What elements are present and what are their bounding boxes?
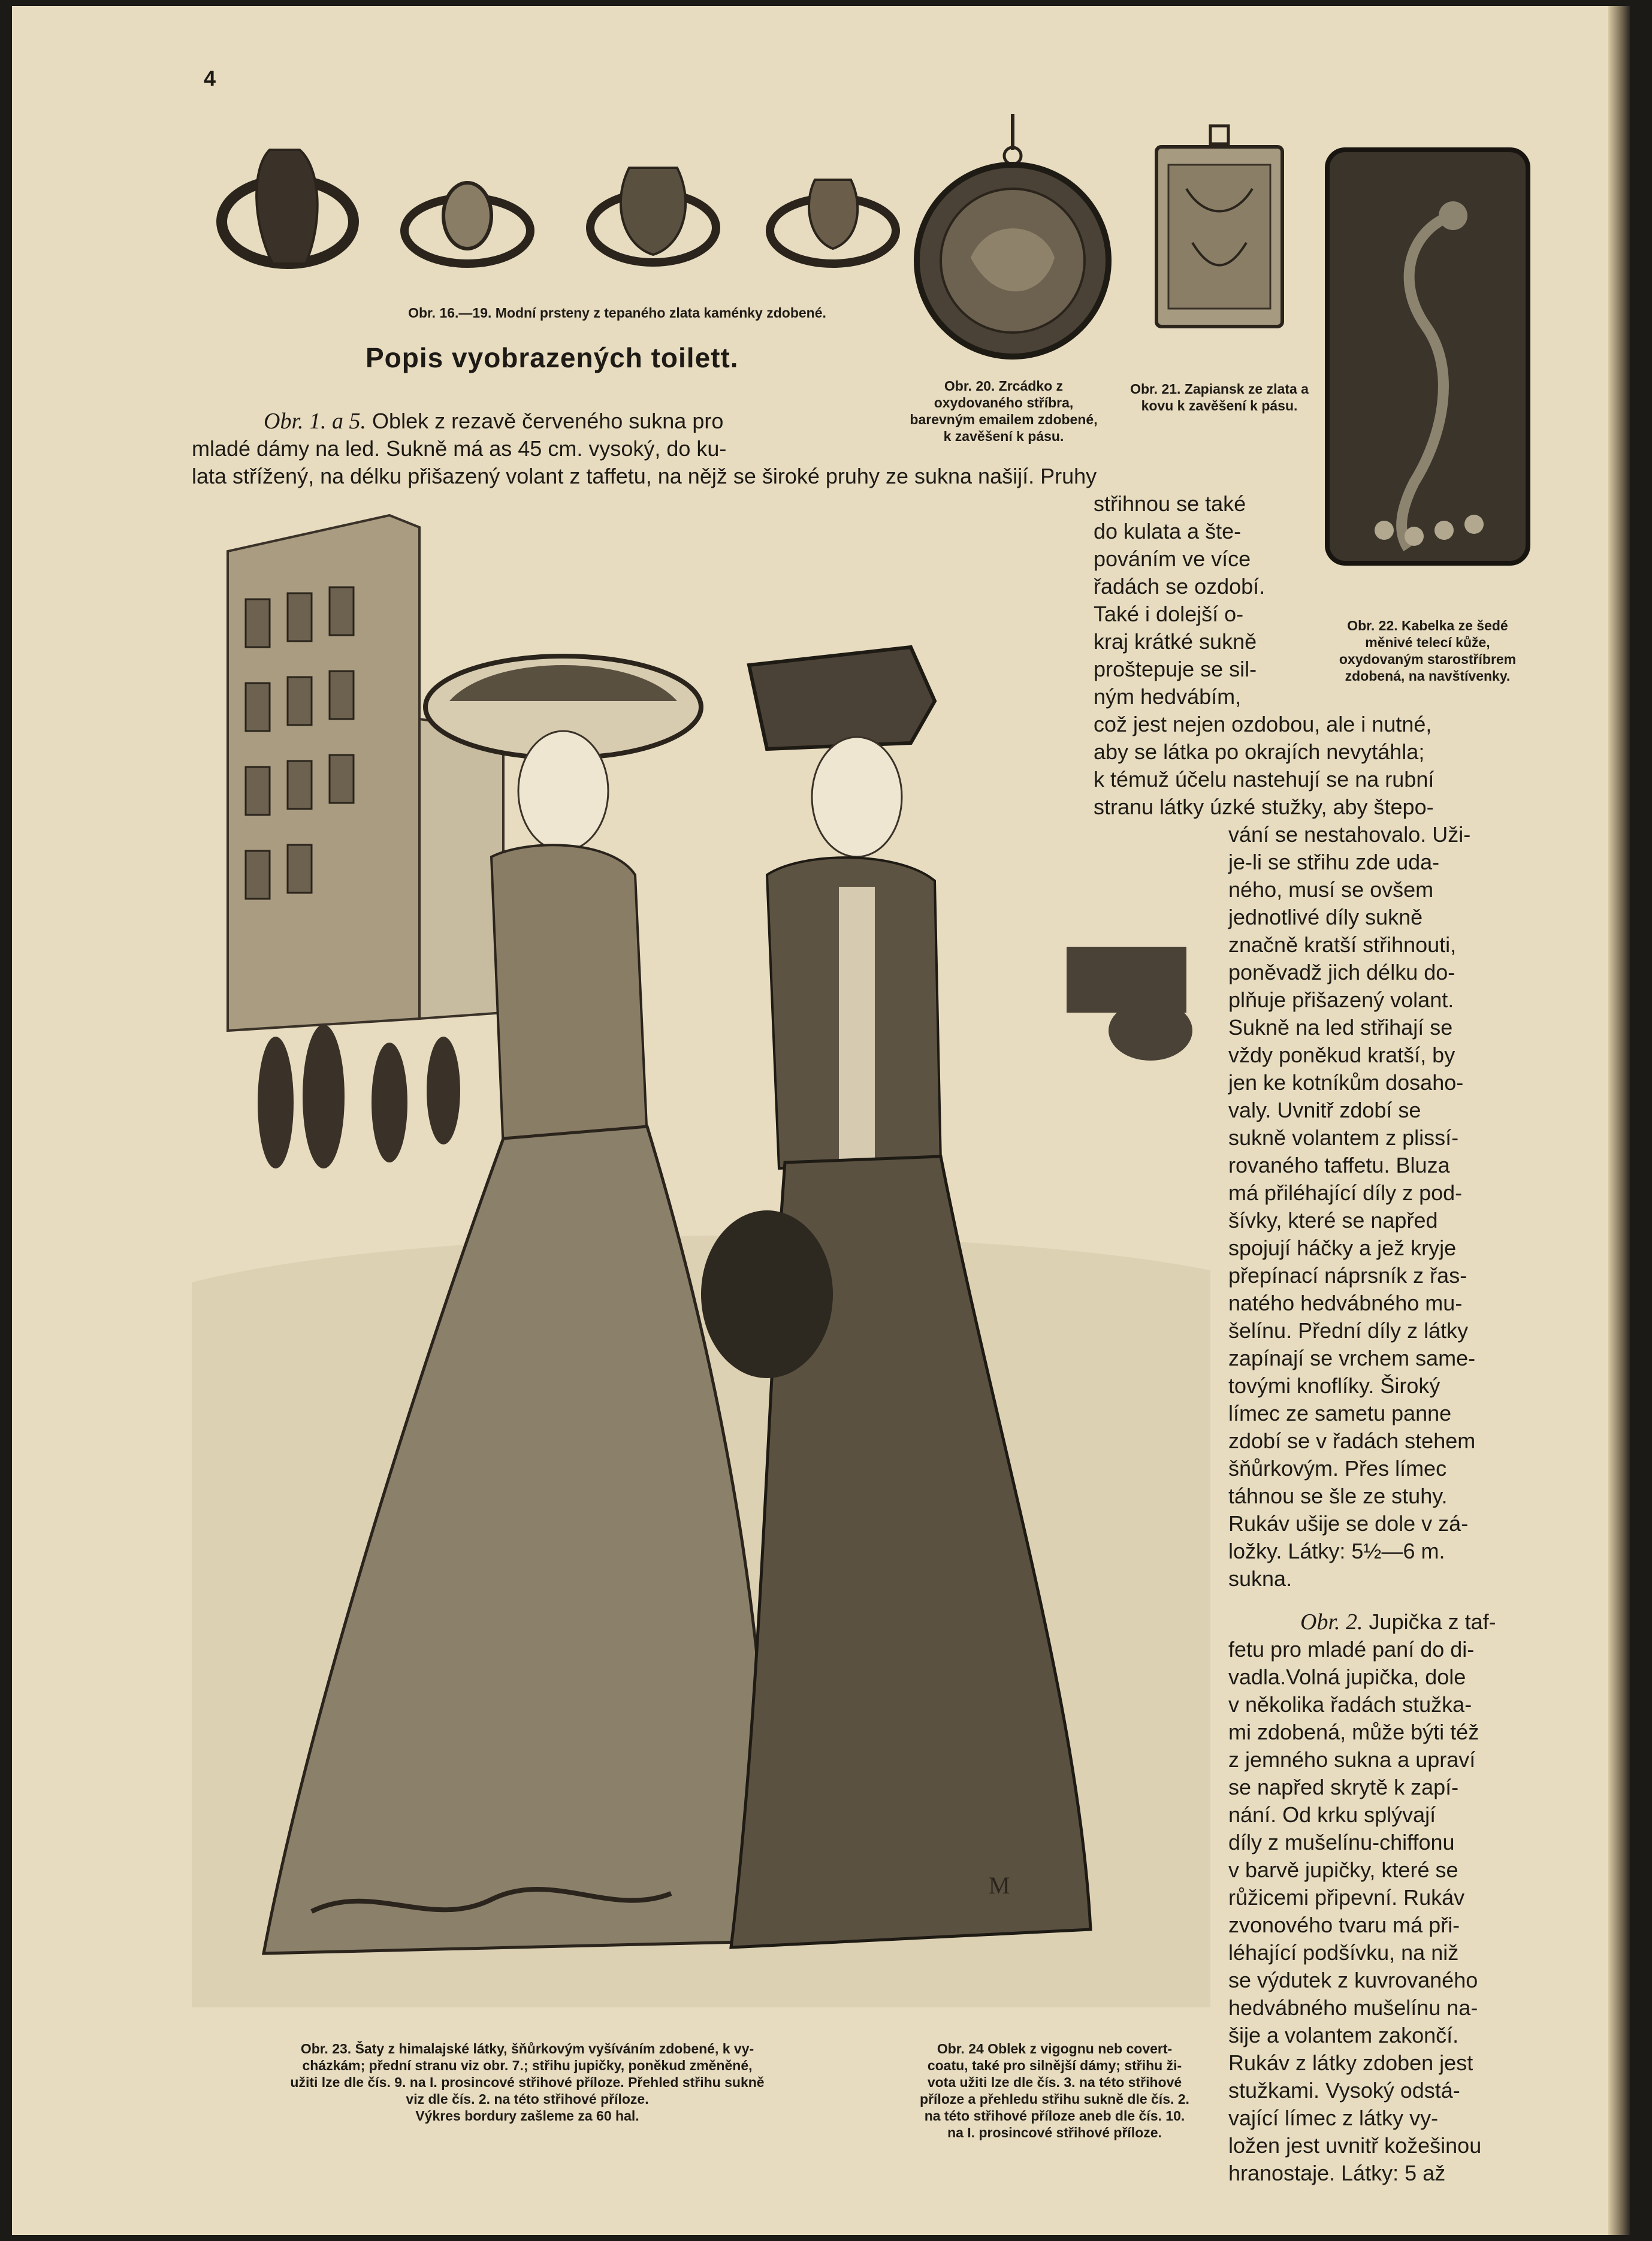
column-wide	[1094, 711, 1525, 821]
text-line: řadách se ozdobí.	[1094, 574, 1266, 599]
article-heading: Popis vyobrazených toilett.	[366, 342, 739, 373]
text-line: ložky. Látky: 5½—6 m.	[1228, 1539, 1445, 1563]
ring-illustrations	[216, 132, 911, 294]
text-line: pováním ve více	[1094, 546, 1251, 571]
text-line: valy. Uvnitř zdobí se	[1228, 1098, 1421, 1122]
magazine-page	[12, 6, 1630, 2235]
mirror-caption: Obr. 20. Zrcádko z oxydovaného stříbra, barevným emailem zdobené, k zavěšení k pásu.	[910, 378, 1098, 444]
text-line: Jupička z taf-	[1369, 1609, 1496, 1634]
text-line: Rukáv ušije se dole v zá-	[1228, 1511, 1469, 1536]
text-line: fetu pro mladé paní do di-	[1228, 1637, 1475, 1662]
caption-line: Výkres bordury zašleme za 60 hal.	[415, 2108, 639, 2124]
text-line: zapínají se vrchem same-	[1228, 1346, 1476, 1370]
text-line: růžicemi připevní. Rukáv	[1228, 1885, 1465, 1910]
text-line: plňuje přišazený volant.	[1228, 987, 1454, 1012]
text-line: šňůrkovým. Přes límec	[1228, 1456, 1447, 1481]
text-line: nání. Od krku splývají	[1228, 1802, 1436, 1827]
text-line: značně kratší střihnouti,	[1228, 932, 1457, 957]
text-line: mi zdobená, může býti též	[1228, 1720, 1479, 1744]
text-line: sukně volantem z plissí-	[1228, 1125, 1459, 1150]
text-line: do kulata a šte-	[1094, 519, 1242, 543]
text-line: Také i dolejší o-	[1094, 602, 1244, 626]
figure-reference: Obr. 1. a 5.	[264, 409, 367, 434]
text-line: spojují háčky a jež kryje	[1228, 1236, 1457, 1260]
text-line: hedvábného mušelínu na-	[1228, 1995, 1478, 2020]
ring-icon	[770, 180, 896, 264]
text-line: se výdutek z kuvrovaného	[1228, 1968, 1478, 1992]
mirror-illustration	[899, 108, 1126, 372]
caption-line: Obr. 24 Oblek z vigognu neb covert-	[937, 2041, 1173, 2056]
carriage	[1067, 947, 1192, 1061]
bag-illustration	[1324, 147, 1531, 566]
text-line: ným hedvábím,	[1094, 684, 1242, 709]
text-line: stranu látky úzké stužky, aby štepo-	[1094, 795, 1434, 819]
text-line: má přiléhající díly z pod-	[1228, 1180, 1463, 1205]
intro-paragraph	[192, 407, 899, 463]
text-line: díly z mušelínu-chiffonu	[1228, 1830, 1455, 1855]
book-spine	[1608, 6, 1630, 2235]
text-line: aby se látka po okrajích nevytáhla;	[1094, 739, 1425, 764]
jewelry-caption: Obr. 16.—19. Modní prsteny z tepaného zlata kaménky zdobené.	[408, 305, 826, 321]
street-crowd	[258, 1025, 460, 1168]
caption-line: vota užiti lze dle čís. 3. na této střihové	[927, 2074, 1182, 2090]
fig24-caption	[875, 2040, 1234, 2141]
caption-line: příloze a přehledu střihu sukně dle čís. 2.	[920, 2091, 1189, 2107]
ring-icon	[404, 183, 530, 264]
intro-line: mladé dámy na led. Sukně má as 45 cm. vysoký, do ku-	[192, 436, 727, 461]
text-line: ložen jest uvnitř kožešinou	[1228, 2133, 1482, 2158]
fig23-caption	[228, 2040, 827, 2124]
caption-line: na této střihové příloze aneb dle čís. 10.	[924, 2108, 1185, 2124]
column-narrow	[1094, 490, 1291, 711]
text-line: vající límec z látky vy-	[1228, 2106, 1439, 2130]
text-line: natého hedvábného mu-	[1228, 1291, 1463, 1315]
text-line: límec ze sametu panne	[1228, 1401, 1452, 1425]
text-line: ného, musí se ovšem	[1228, 877, 1434, 902]
text-line: přepínací náprsník z řas-	[1228, 1263, 1467, 1288]
text-line: kraj krátké sukně	[1094, 629, 1257, 654]
text-line: se napřed skrytě k zapí-	[1228, 1775, 1459, 1799]
notebook-illustration	[1144, 123, 1294, 339]
text-line: vání se nestahovalo. Uži-	[1228, 822, 1471, 847]
ring-icon	[590, 168, 716, 262]
text-line: je-li se střihu zde uda-	[1228, 850, 1440, 874]
fig2-first-line	[1228, 1608, 1528, 1636]
street-buildings	[228, 515, 503, 1031]
bag-caption: Obr. 22. Kabelka ze šedé měnivé telecí kůže, oxydovaným starostříbrem zdobená, na navštívenky.	[1339, 618, 1517, 684]
intro-line: Oblek z rezavě červeného sukna pro	[372, 409, 724, 433]
page-number: 4	[204, 66, 216, 90]
text-line: zdobí se v řadách stehem	[1228, 1428, 1476, 1453]
caption-line: užiti lze dle čís. 9. na I. prosincové střihové příloze. Přehled střihu sukně	[290, 2074, 765, 2090]
text-line: tovými knoflíky. Široký	[1228, 1373, 1440, 1398]
text-line: v několika řadách stužka-	[1228, 1692, 1472, 1717]
caption-line: viz dle čís. 2. na této střihové příloze.	[406, 2091, 649, 2107]
caption-line: coatu, také pro silnější dámy; střihu ži-	[927, 2058, 1182, 2073]
caption-line: na I. prosincové střihové příloze.	[947, 2125, 1162, 2140]
text-line: vždy poněkud kratší, by	[1228, 1043, 1455, 1067]
text-line: zvonového tvaru má při-	[1228, 1913, 1460, 1937]
text-line: střihnou se také	[1094, 491, 1246, 516]
text-line: poněvadž jich délku do-	[1228, 960, 1455, 984]
text-line: sukna.	[1228, 1566, 1292, 1591]
text-line: šelínu. Přední díly z látky	[1228, 1318, 1469, 1343]
caption-line: Obr. 23. Šaty z himalajské látky, šňůrkovým vyšíváním zdobené, k vy-	[300, 2041, 754, 2056]
text-line: rovaného taffetu. Bluza	[1228, 1153, 1450, 1177]
text-line: z jemného sukna a upraví	[1228, 1747, 1476, 1772]
text-line: k témuž účelu nastehují se na rubní	[1094, 767, 1434, 792]
text-line: táhnou se šle ze stuhy.	[1228, 1484, 1448, 1508]
text-line: Sukně na led střihají se	[1228, 1015, 1453, 1040]
text-line: vadla.Volná jupička, dole	[1228, 1665, 1466, 1689]
ring-icon	[222, 150, 354, 264]
text-line: v barvě jupičky, které se	[1228, 1858, 1458, 1882]
text-line: léhající podšívku, na niž	[1228, 1940, 1459, 1965]
text-line: jednotlivé díly sukně	[1228, 905, 1423, 929]
fashion-plate-illustration	[192, 503, 1210, 2007]
text-line: hranostaje. Látky: 5 až	[1228, 2161, 1446, 2185]
text-line: což jest nejen ozdobou, ale i nutné,	[1094, 712, 1432, 736]
column-right	[1228, 821, 1528, 2187]
figure-reference: Obr. 2.	[1300, 1609, 1363, 1635]
text-line: proštepuje se sil-	[1094, 657, 1257, 681]
text-line: Rukáv z látky zdoben jest	[1228, 2050, 1473, 2075]
text-line: jen ke kotníkům dosaho-	[1228, 1070, 1464, 1095]
intro-line: lata střížený, na délku přišazený volant z taffetu, na nějž se široké pruhy ze sukna našijí. Pruhy	[192, 464, 1097, 488]
text-line: stužkami. Vysoký odstá-	[1228, 2078, 1460, 2103]
illustration-signature: M	[989, 1872, 1010, 1899]
text-line: šije a volantem zakončí.	[1228, 2023, 1459, 2047]
caption-line: cházkám; přední stranu viz obr. 7.; střihu jupičky, poněkud změněné,	[302, 2058, 753, 2073]
text-line: šívky, které se napřed	[1228, 1208, 1438, 1233]
notebook-caption: Obr. 21. Zapiansk ze zlata a kovu k zavěšení k pásu.	[1130, 381, 1309, 413]
